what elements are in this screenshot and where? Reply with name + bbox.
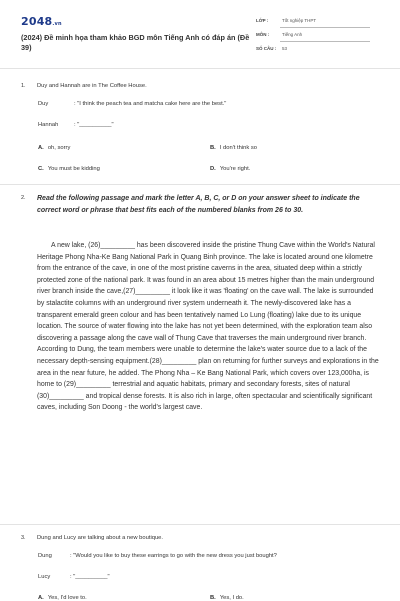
meta-class: LỚP : Tốt nghiệp THPT xyxy=(256,18,317,23)
question-number: 1. xyxy=(21,83,26,89)
reading-passage: A new lake, (26)_________ has been discovered inside the pristine Thung Cave within the World's Natural Heritage Phong Nha-Ke Bang National Park in Quang Binh province. The lake is located around one kilometre from the entrance of the cave, in one of the most pristine caverns in the area, situated deep within a strictly protected zone of the national park. It was found in an area about 15 metres higher than the main underground river branch inside the cave,(27)_________ it look like it was 'floating' on the cave wall. The lake is surrounded by stalactite columns with an underground river system underneath it. The newly-discovered lake has a transparent emerald green colour and has been tentatively named Lo Lung (floating) lake due to its unique location. The source of water flowing into the lake has not yet been determined, with the exploration team also discovering a passage along the cave wall of Thung Cave that traverses the main underground river branch. According to Dung, the team members were unable to determine the lake's water source due to a lack of the necessary depth-sensing equipment.(28)_________ plan on returning for further surveys and explorations in the area in the near future, he added. The Phong Nha – Ke Bang National Park, which covers over 123,000ha, is home to (29)_________ terrestrial and aquatic habitats, primary and secondary forests, sites of natural (30)_________ and tropical dense forests. It is also rich in large, often spectacular and scientifically significant caves, including Son Doong - the world's largest cave. xyxy=(37,242,379,412)
speaker-name: Duy xyxy=(38,101,49,107)
document-title: (2024) Đề minh họa tham khảo BGD môn Tiếng Anh có đáp án (Đề 39) xyxy=(21,33,250,52)
question-divider xyxy=(0,524,400,525)
site-logo[interactable]: 2048.vn xyxy=(21,15,62,28)
dialogue-line: : "Would you like to buy these earrings to go with the new dress you just bought? xyxy=(70,553,277,559)
dialogue-line: : "__________" xyxy=(74,122,114,128)
dialogue-line: : "I think the peach tea and matcha cake here are the best." xyxy=(74,101,227,107)
answer-option-c[interactable]: C. You must be kidding xyxy=(38,166,100,172)
answer-option-a[interactable]: A. oh, sorry xyxy=(38,145,71,151)
answer-option-b[interactable]: B. Yes, I do. xyxy=(210,595,244,601)
question-divider xyxy=(0,184,400,185)
header-divider xyxy=(0,68,400,69)
speaker-name: Hannah xyxy=(38,122,59,128)
question-prompt: Duy and Hannah are in The Coffee House. xyxy=(37,83,147,89)
meta-question-count: SỐ CÂU : 53 xyxy=(256,46,288,51)
question-number: 3. xyxy=(21,535,26,541)
speaker-name: Lucy xyxy=(38,574,51,580)
speaker-name: Dung xyxy=(38,553,52,559)
answer-option-b[interactable]: B. I don't think so xyxy=(210,145,258,151)
question-number: 2. xyxy=(21,195,26,201)
question-prompt: Dung and Lucy are talking about a new boutique. xyxy=(37,535,164,541)
meta-divider xyxy=(280,27,370,28)
answer-option-d[interactable]: D. You're right. xyxy=(210,166,251,172)
meta-subject: MÔN : Tiếng Anh xyxy=(256,32,303,37)
meta-divider xyxy=(280,41,370,42)
dialogue-line: : "__________" xyxy=(70,574,110,580)
answer-option-a[interactable]: A. Yes, I'd love to. xyxy=(38,595,87,601)
question-instruction: Read the following passage and mark the letter A, B, C, or D on your answer sheet to indicate the correct word or phrase that best fits each of the numbered blanks from 26 to 30. xyxy=(37,195,360,214)
